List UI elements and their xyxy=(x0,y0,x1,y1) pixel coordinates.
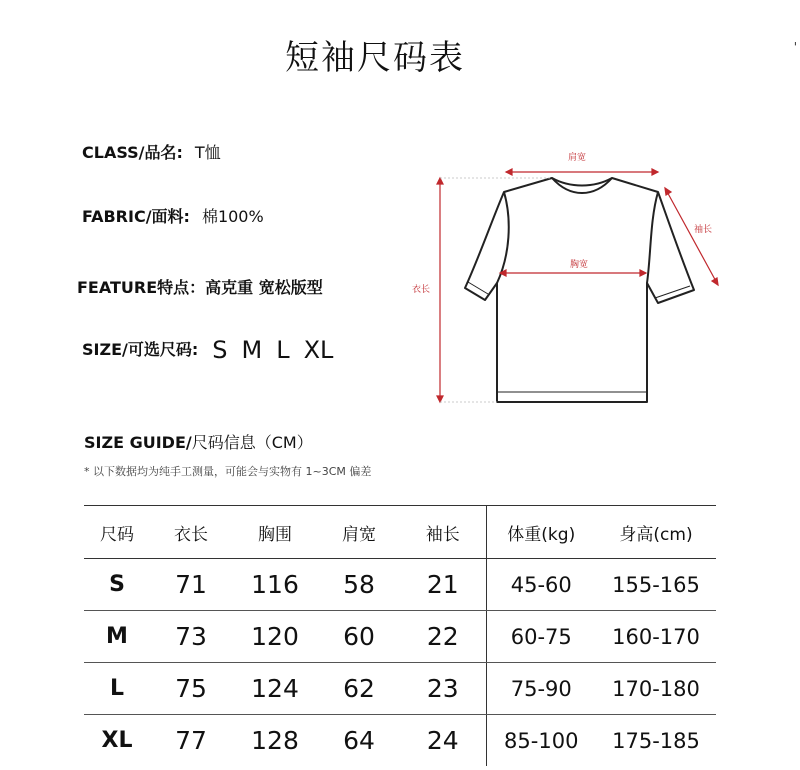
chest-label: 胸宽 xyxy=(570,260,589,270)
feature-value: 高克重 宽松版型 xyxy=(205,278,323,297)
cell-weight: 45-60 xyxy=(486,559,596,611)
tshirt-outline-icon xyxy=(465,178,694,402)
page-title: 短袖尺码表 xyxy=(285,38,465,78)
cell-size: M xyxy=(84,611,150,663)
size-row xyxy=(82,336,347,364)
size-option-m: M xyxy=(241,336,263,364)
cell-chest: 120 xyxy=(232,611,318,663)
header-height: 身高(cm) xyxy=(596,506,716,559)
size-option-xl: XL xyxy=(303,336,334,364)
cell-height: 160-170 xyxy=(596,611,716,663)
cell-weight: 85-100 xyxy=(486,715,596,767)
cell-length: 77 xyxy=(175,726,207,755)
fabric-label: FABRIC/面料: xyxy=(82,207,190,226)
class-label: CLASS/品名: xyxy=(82,143,183,162)
cell-height: 170-180 xyxy=(596,663,716,715)
table-header-row xyxy=(84,506,716,559)
cell-shoulder: 64 xyxy=(343,726,375,755)
cell-sleeve: 23 xyxy=(400,663,486,715)
cell-shoulder: 60 xyxy=(318,611,400,663)
cell-size: L xyxy=(84,663,150,715)
cell-size: XL xyxy=(101,728,133,753)
measurement-note: * 以下数据均为纯手工测量，可能会与实物有 1~3CM 偏差 xyxy=(84,465,372,478)
cell-shoulder: 62 xyxy=(318,663,400,715)
corner-mark: ' xyxy=(793,40,797,54)
size-guide-title xyxy=(84,430,313,453)
fabric-value: 棉100% xyxy=(201,207,264,226)
table-row xyxy=(84,611,716,663)
sleeve-label: 袖长 xyxy=(694,225,713,235)
fabric-row xyxy=(82,204,264,227)
cell-weight: 75-90 xyxy=(486,663,596,715)
size-option-l: L xyxy=(276,336,290,364)
cell-sleeve: 22 xyxy=(400,611,486,663)
shoulder-label: 肩宽 xyxy=(568,153,587,163)
cell-length: 75 xyxy=(150,663,232,715)
header-length: 衣长 xyxy=(150,506,232,559)
cell-chest: 124 xyxy=(232,663,318,715)
cell-chest: 128 xyxy=(251,726,299,755)
class-value: T恤 xyxy=(194,143,221,162)
cell-weight: 60-75 xyxy=(486,611,596,663)
size-options xyxy=(212,336,347,364)
table-row xyxy=(84,715,716,767)
header-sleeve: 袖长 xyxy=(400,506,486,559)
header-shoulder: 肩宽 xyxy=(318,506,400,559)
feature-label: FEATURE特点： xyxy=(77,278,206,297)
cell-sleeve: 24 xyxy=(426,726,459,755)
class-row xyxy=(82,140,221,163)
cell-chest: 116 xyxy=(232,559,318,611)
table-row xyxy=(84,559,716,611)
header-size: 尺码 xyxy=(84,506,150,559)
header-weight: 体重(kg) xyxy=(486,506,596,559)
size-table xyxy=(84,505,716,766)
tshirt-diagram xyxy=(400,140,730,410)
cell-shoulder: 58 xyxy=(318,559,400,611)
cell-length: 73 xyxy=(150,611,232,663)
header-chest: 胸围 xyxy=(232,506,318,559)
size-guide-label-cn: 尺码信息（CM） xyxy=(191,433,313,452)
cell-height: 155-165 xyxy=(596,559,716,611)
table-row xyxy=(84,663,716,715)
size-guide-label: SIZE GUIDE/ xyxy=(84,433,192,452)
cell-size: S xyxy=(84,559,150,611)
cell-length: 71 xyxy=(150,559,232,611)
feature-row xyxy=(77,275,323,298)
size-label: SIZE/可选尺码: xyxy=(82,340,199,359)
cell-height: 175-185 xyxy=(612,728,700,753)
length-label: 衣长 xyxy=(412,285,431,295)
size-option-s: S xyxy=(212,336,228,364)
cell-sleeve: 21 xyxy=(400,559,486,611)
